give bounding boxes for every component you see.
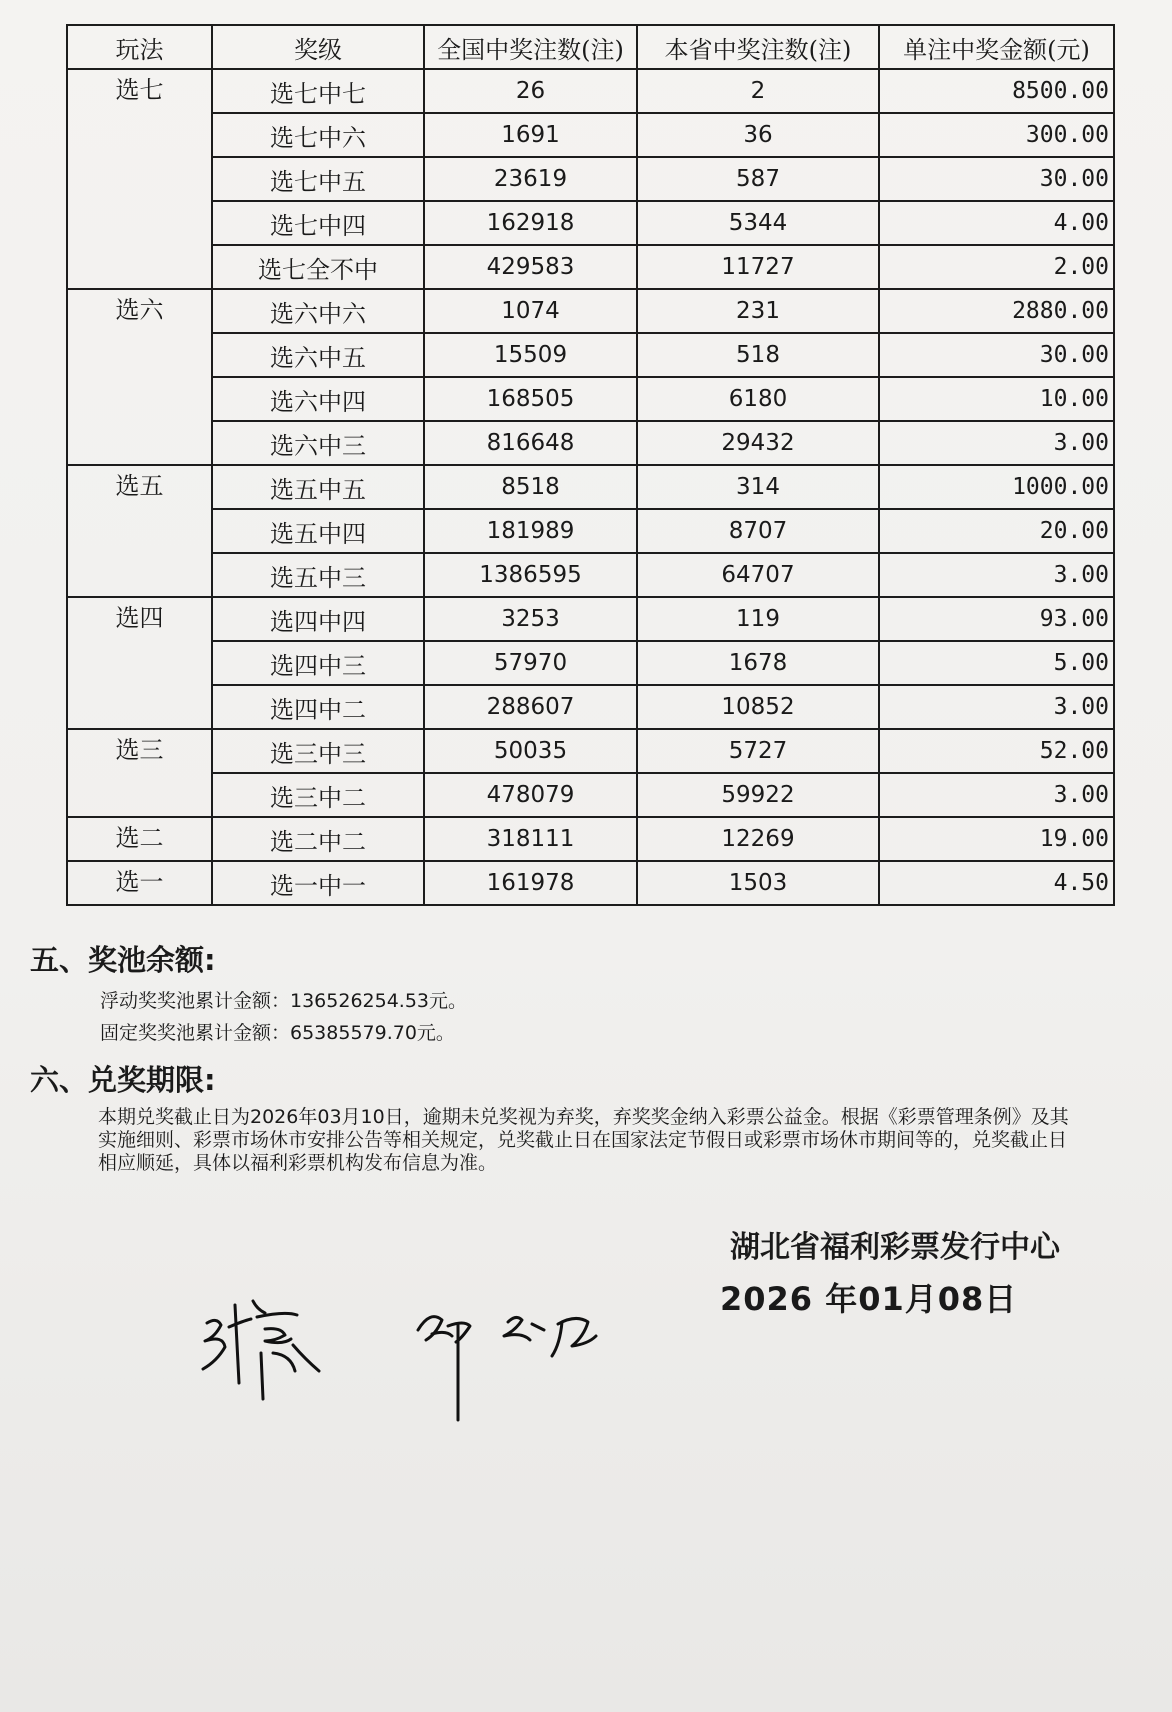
- province-count-cell: 5344: [637, 201, 879, 245]
- prize-level-cell: 选四中二: [212, 685, 424, 729]
- prize-level-cell: 选三中三: [212, 729, 424, 773]
- prize-amount-cell: 10.00: [879, 377, 1114, 421]
- play-type-cell: 选七: [67, 69, 212, 289]
- prize-amount-cell: 30.00: [879, 333, 1114, 377]
- table-row: [67, 597, 1114, 641]
- table-row: [67, 333, 1114, 377]
- section-title-deadline: 六、兑奖期限:: [30, 1063, 216, 1097]
- prize-amount-cell: 8500.00: [879, 69, 1114, 113]
- prize-level-cell: 选七中六: [212, 113, 424, 157]
- province-count-cell: 59922: [637, 773, 879, 817]
- national-count-cell: 161978: [424, 861, 637, 905]
- province-count-cell: 6180: [637, 377, 879, 421]
- play-type-cell: 选四: [67, 597, 212, 729]
- national-count-cell: 1074: [424, 289, 637, 333]
- prize-level-cell: 选四中三: [212, 641, 424, 685]
- table-row: [67, 289, 1114, 333]
- national-count-cell: 57970: [424, 641, 637, 685]
- prize-level-cell: 选四中四: [212, 597, 424, 641]
- play-type-cell: 选五: [67, 465, 212, 597]
- header-amount: 单注中奖金额(元): [879, 25, 1114, 69]
- national-count-cell: 23619: [424, 157, 637, 201]
- province-count-cell: 29432: [637, 421, 879, 465]
- table-row: [67, 729, 1114, 773]
- prize-amount-cell: 52.00: [879, 729, 1114, 773]
- table-row: [67, 421, 1114, 465]
- table-row: [67, 685, 1114, 729]
- national-count-cell: 1386595: [424, 553, 637, 597]
- national-count-cell: 162918: [424, 201, 637, 245]
- national-count-cell: 15509: [424, 333, 637, 377]
- prize-level-cell: 选六中五: [212, 333, 424, 377]
- national-count-cell: 478079: [424, 773, 637, 817]
- table-row: [67, 773, 1114, 817]
- prize-level-cell: 选五中四: [212, 509, 424, 553]
- national-count-cell: 26: [424, 69, 637, 113]
- play-type-cell: 选六: [67, 289, 212, 465]
- prize-level-cell: 选七中七: [212, 69, 424, 113]
- province-count-cell: 518: [637, 333, 879, 377]
- prize-level-cell: 选一中一: [212, 861, 424, 905]
- prize-level-cell: 选二中二: [212, 817, 424, 861]
- national-count-cell: 816648: [424, 421, 637, 465]
- table-row: [67, 201, 1114, 245]
- prize-level-cell: 选五中三: [212, 553, 424, 597]
- province-count-cell: 587: [637, 157, 879, 201]
- prize-amount-cell: 93.00: [879, 597, 1114, 641]
- play-type-cell: 选一: [67, 861, 212, 905]
- header-national-count: 全国中奖注数(注): [424, 25, 637, 69]
- table-row: [67, 817, 1114, 861]
- province-count-cell: 10852: [637, 685, 879, 729]
- national-count-cell: 50035: [424, 729, 637, 773]
- prize-amount-cell: 4.50: [879, 861, 1114, 905]
- prize-amount-cell: 3.00: [879, 421, 1114, 465]
- header-province-count: 本省中奖注数(注): [637, 25, 879, 69]
- prize-level-cell: 选七中五: [212, 157, 424, 201]
- table-row: [67, 641, 1114, 685]
- prize-level-cell: 选七全不中: [212, 245, 424, 289]
- header-level: 奖级: [212, 25, 424, 69]
- play-type-cell: 选三: [67, 729, 212, 817]
- table-row: [67, 113, 1114, 157]
- prize-level-cell: 选三中二: [212, 773, 424, 817]
- section-title-pool: 五、奖池余额:: [30, 943, 216, 977]
- prize-amount-cell: 30.00: [879, 157, 1114, 201]
- province-count-cell: 11727: [637, 245, 879, 289]
- national-count-cell: 318111: [424, 817, 637, 861]
- province-count-cell: 36: [637, 113, 879, 157]
- floating-pool-text: 浮动奖奖池累计金额：136526254.53元。: [100, 990, 468, 1012]
- national-count-cell: 3253: [424, 597, 637, 641]
- table-row: [67, 245, 1114, 289]
- prize-level-cell: 选七中四: [212, 201, 424, 245]
- table-row: [67, 465, 1114, 509]
- signature-1: [195, 1275, 330, 1410]
- deadline-paragraph: 本期兑奖截止日为2026年03月10日，逾期未兑奖视为弃奖，弃奖奖金纳入彩票公益金。根据《彩票管理条例》及其实施细则、彩票市场休市安排公告等相关规定，兑奖截止日在国家法定节假日或彩票市场休市期间等的，兑奖截止日相应顺延，具体以福利彩票机构发布信息为准。: [98, 1106, 1069, 1174]
- table-row: [67, 509, 1114, 553]
- table-row: [67, 553, 1114, 597]
- province-count-cell: 1503: [637, 861, 879, 905]
- province-count-cell: 64707: [637, 553, 879, 597]
- prize-amount-cell: 1000.00: [879, 465, 1114, 509]
- prize-table-body: [67, 69, 1114, 905]
- province-count-cell: 5727: [637, 729, 879, 773]
- national-count-cell: 168505: [424, 377, 637, 421]
- prize-amount-cell: 2880.00: [879, 289, 1114, 333]
- table-row: [67, 377, 1114, 421]
- prize-amount-cell: 3.00: [879, 773, 1114, 817]
- prize-table: [66, 24, 1115, 906]
- prize-amount-cell: 19.00: [879, 817, 1114, 861]
- table-row: [67, 69, 1114, 113]
- table-row: [67, 861, 1114, 905]
- national-count-cell: 429583: [424, 245, 637, 289]
- prize-amount-cell: 2.00: [879, 245, 1114, 289]
- fixed-pool-text: 固定奖奖池累计金额：65385579.70元。: [100, 1022, 455, 1044]
- prize-amount-cell: 3.00: [879, 553, 1114, 597]
- prize-level-cell: 选六中四: [212, 377, 424, 421]
- national-count-cell: 288607: [424, 685, 637, 729]
- province-count-cell: 119: [637, 597, 879, 641]
- prize-level-cell: 选六中六: [212, 289, 424, 333]
- prize-amount-cell: 300.00: [879, 113, 1114, 157]
- play-type-cell: 选二: [67, 817, 212, 861]
- province-count-cell: 1678: [637, 641, 879, 685]
- prize-amount-cell: 20.00: [879, 509, 1114, 553]
- province-count-cell: 2: [637, 69, 879, 113]
- province-count-cell: 8707: [637, 509, 879, 553]
- signature-2: [412, 1300, 607, 1425]
- prize-level-cell: 选六中三: [212, 421, 424, 465]
- province-count-cell: 314: [637, 465, 879, 509]
- national-count-cell: 181989: [424, 509, 637, 553]
- issuer-name: 湖北省福利彩票发行中心: [730, 1230, 1060, 1265]
- table-header-row: [67, 25, 1114, 69]
- national-count-cell: 1691: [424, 113, 637, 157]
- header-play: 玩法: [67, 25, 212, 69]
- prize-amount-cell: 5.00: [879, 641, 1114, 685]
- issue-date: 2026 年01月08日: [720, 1280, 1018, 1318]
- prize-amount-cell: 4.00: [879, 201, 1114, 245]
- table-row: [67, 157, 1114, 201]
- national-count-cell: 8518: [424, 465, 637, 509]
- prize-level-cell: 选五中五: [212, 465, 424, 509]
- province-count-cell: 231: [637, 289, 879, 333]
- province-count-cell: 12269: [637, 817, 879, 861]
- prize-amount-cell: 3.00: [879, 685, 1114, 729]
